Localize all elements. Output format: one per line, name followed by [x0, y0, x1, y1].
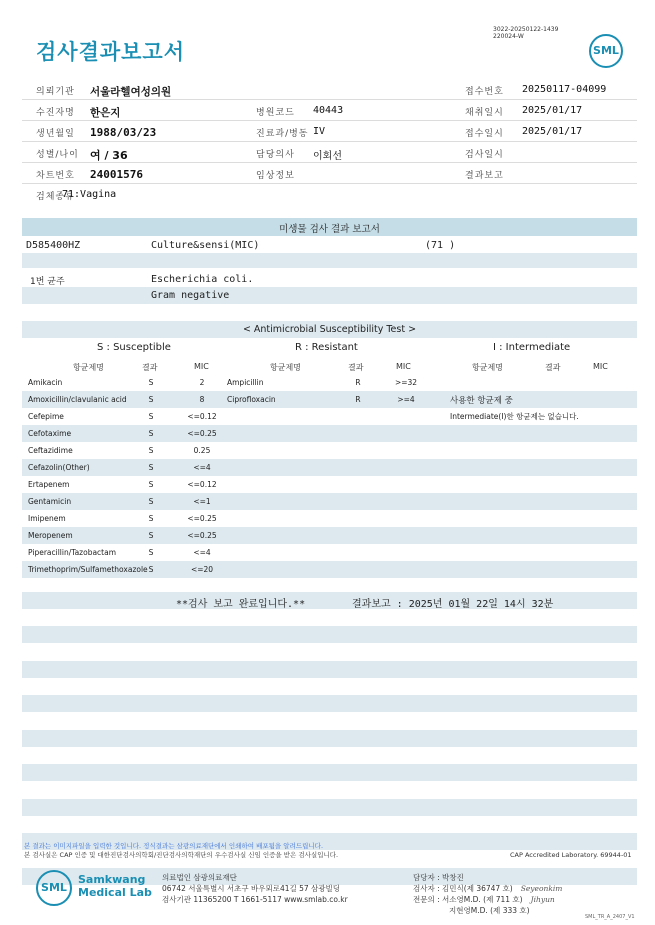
info-row-sex — [22, 142, 637, 163]
dept-value: IV — [313, 126, 326, 137]
dept-label: 진료과/병동 — [256, 129, 309, 139]
drug-result: S — [148, 446, 154, 455]
drug-name: Cefotaxime — [28, 429, 72, 438]
drug-mic: <=0.12 — [187, 480, 217, 489]
info-row-name — [22, 100, 637, 121]
doctor-value: 이회선 — [313, 151, 342, 162]
drug-result: S — [148, 548, 154, 557]
footer-note-line: 본 결과는 이미지파일을 입력한 것입니다. 정식결과는 삼광의료재단에서 인쇄하여 배포됨을 알려드립니다. — [24, 842, 324, 850]
row-stripe — [22, 493, 637, 510]
receipt-no-label: 접수번호 — [465, 87, 504, 97]
drug-name: Ampicillin — [227, 378, 264, 387]
intermediate-note-line1: 사용한 항균제 중 — [450, 396, 513, 406]
drug-mic: 0.25 — [193, 446, 211, 455]
drug-mic: <=4 — [193, 548, 211, 557]
company-name-line: Samkwang — [78, 873, 146, 886]
blank-band — [22, 253, 637, 268]
empty-band — [22, 730, 637, 747]
legend-intermediate: I : Intermediate — [493, 342, 571, 353]
ast-title: < Antimicrobial Susceptibility Test > — [242, 324, 417, 335]
institution-info-line: 의료법인 삼광의료재단 — [162, 873, 237, 882]
drug-mic: >=4 — [397, 395, 415, 404]
drug-name: Ertapenem — [28, 480, 70, 489]
col-mic-header: MIC — [396, 362, 411, 371]
drug-mic: <=20 — [190, 565, 214, 574]
specimen-value: 71:Vagina — [62, 189, 117, 200]
test-name: Culture&sensi(MIC) — [151, 240, 260, 251]
drug-mic: <=0.12 — [187, 412, 217, 421]
drug-name: Imipenem — [28, 514, 66, 523]
drug-name: Cefepime — [28, 412, 64, 421]
drug-result: S — [148, 497, 154, 506]
chart-no-label: 차트번호 — [36, 171, 75, 181]
drug-mic: <=0.25 — [187, 514, 217, 523]
report-time: 결과보고 : 2025년 01월 22일 14시 32분 — [352, 599, 554, 610]
doc-number-line: 220024-W — [493, 33, 524, 40]
drug-result: S — [148, 412, 154, 421]
sex-age-value: 여 / 36 — [90, 149, 128, 162]
report-label: 결과보고 — [465, 171, 504, 181]
institution-info-line: 검사기관 11365200 T 1661-5117 www.smlab.co.kr — [162, 895, 348, 904]
drug-name: Cefazolin(Other) — [28, 463, 90, 472]
test-specimen: (71 ) — [425, 240, 456, 251]
drug-name: Ceftazidime — [28, 446, 73, 455]
drug-name: Meropenem — [28, 531, 73, 540]
doc-number-line: 3022-20250122-1439 — [493, 26, 559, 33]
staff-line-text: 검사자 : 김민식(제 36747 호) — [413, 884, 513, 893]
col-mic-header: MIC — [593, 362, 608, 371]
sml-logo: SML — [589, 34, 623, 68]
completion-message: **검사 보고 완료입니다.** — [176, 599, 306, 610]
micro-section-title: 미생물 검사 결과 보고서 — [279, 224, 380, 235]
company-name-line: Medical Lab — [78, 886, 152, 899]
info-row-chart — [22, 163, 637, 184]
document-number — [493, 26, 558, 40]
completion-band — [22, 592, 637, 609]
drug-name: Amoxicillin/clavulanic acid — [28, 395, 127, 404]
staff-line: 지현영M.D. (제 333 호) — [449, 906, 530, 915]
intermediate-note-line2: Intermediate(I)한 항균제는 없습니다. — [450, 412, 579, 421]
name-label: 수진자명 — [36, 108, 75, 118]
chart-no-value: 24001576 — [90, 168, 143, 181]
drug-result: S — [148, 531, 154, 540]
drug-result: S — [148, 395, 154, 404]
ast-title-band — [22, 321, 637, 338]
staff-info — [413, 872, 562, 916]
drug-name: Amikacin — [28, 378, 63, 387]
drug-mic: <=0.25 — [187, 531, 217, 540]
empty-band — [22, 799, 637, 816]
staff-line — [413, 894, 562, 905]
footer-notice — [24, 842, 338, 860]
signature: Seyeonkim — [520, 884, 563, 893]
col-result-header: 결과 — [348, 363, 364, 372]
sml-footer-logo: SML — [36, 870, 72, 906]
institution-info — [162, 872, 348, 905]
drug-result: R — [355, 378, 361, 387]
test-code: D585400HZ — [26, 240, 81, 251]
empty-band — [22, 661, 637, 678]
drug-mic: 8 — [199, 395, 205, 404]
row-stripe — [22, 527, 637, 544]
col-result-header: 결과 — [142, 363, 158, 372]
form-code: SML_TR_A_2407_V1 — [585, 914, 635, 920]
page-title: 검사결과보고서 — [36, 40, 186, 64]
drug-result: S — [148, 429, 154, 438]
gram-stain: Gram negative — [151, 290, 230, 301]
col-result-header: 결과 — [545, 363, 561, 372]
drug-name: Gentamicin — [28, 497, 72, 506]
drug-result: S — [148, 463, 154, 472]
drug-result: S — [148, 480, 154, 489]
staff-line: 담당자 : 박창진 — [413, 873, 464, 882]
signature: Jihyun — [530, 895, 555, 904]
isolate-label: 1번 균주 — [30, 277, 65, 287]
col-drug-header: 항균제명 — [73, 363, 104, 372]
drug-result: S — [148, 378, 154, 387]
collect-date-label: 채취일시 — [465, 108, 504, 118]
ward-code-value: 40443 — [313, 105, 344, 116]
sex-age-label: 성별/나이 — [36, 150, 79, 160]
receipt-no-value: 20250117-04099 — [522, 84, 607, 95]
drug-result: R — [355, 395, 361, 404]
staff-line — [413, 883, 562, 894]
cap-accreditation: CAP Accredited Laboratory. 69944-01 — [510, 851, 632, 859]
empty-band — [22, 764, 637, 781]
drug-name: Ciprofloxacin — [227, 395, 276, 404]
legend-susceptible: S : Susceptible — [97, 342, 171, 353]
footer-note-line: 본 검사실은 CAP 인증 및 대한진단검사의학회/진단검사의학재단의 우수검사실 신임 인증을 받은 검사실입니다. — [24, 851, 339, 859]
row-stripe — [22, 459, 637, 476]
drug-name: Trimethoprim/Sulfamethoxazole — [28, 565, 148, 574]
drug-mic: >=32 — [394, 378, 418, 387]
name-value: 한은지 — [90, 107, 121, 119]
ward-code-label: 병원코드 — [256, 108, 295, 118]
institution-label: 의뢰기관 — [36, 87, 75, 97]
empty-band — [22, 626, 637, 643]
specimen-label: 검체종류 — [36, 192, 75, 202]
info-row-specimen — [22, 184, 637, 205]
organism-name: Escherichia coli. — [151, 274, 254, 285]
receipt-date-label: 접수일시 — [465, 129, 504, 139]
drug-name: Piperacillin/Tazobactam — [28, 548, 117, 557]
micro-section-header — [22, 218, 637, 236]
doctor-label: 담당의사 — [256, 150, 295, 160]
birth-label: 생년월일 — [36, 129, 75, 139]
company-name — [78, 873, 152, 899]
col-mic-header: MIC — [194, 362, 209, 371]
drug-mic: <=0.25 — [187, 429, 217, 438]
gram-band — [22, 287, 637, 304]
info-row-birth — [22, 121, 637, 142]
staff-line-text: 전문의 : 서소영M.D. (제 711 호) — [413, 895, 523, 904]
receipt-date-value: 2025/01/17 — [522, 126, 583, 137]
drug-mic: <=4 — [193, 463, 211, 472]
clinical-label: 임상정보 — [256, 171, 295, 181]
test-date-label: 검사일시 — [465, 150, 504, 160]
collect-date-value: 2025/01/17 — [522, 105, 583, 116]
info-row-institution — [22, 79, 637, 100]
empty-band — [22, 695, 637, 712]
institution-value: 서울라헬여성의원 — [90, 86, 172, 98]
drug-result: S — [148, 565, 154, 574]
drug-result: S — [148, 514, 154, 523]
drug-mic: 2 — [199, 378, 205, 387]
col-drug-header: 항균제명 — [270, 363, 301, 372]
birth-value: 1988/03/23 — [90, 126, 157, 139]
legend-resistant: R : Resistant — [295, 342, 358, 353]
institution-info-line: 06742 서울특별시 서초구 바우뫼로41길 57 삼광빌딩 — [162, 884, 341, 893]
row-stripe — [22, 425, 637, 442]
drug-mic: <=1 — [193, 497, 211, 506]
col-drug-header: 항균제명 — [472, 363, 503, 372]
